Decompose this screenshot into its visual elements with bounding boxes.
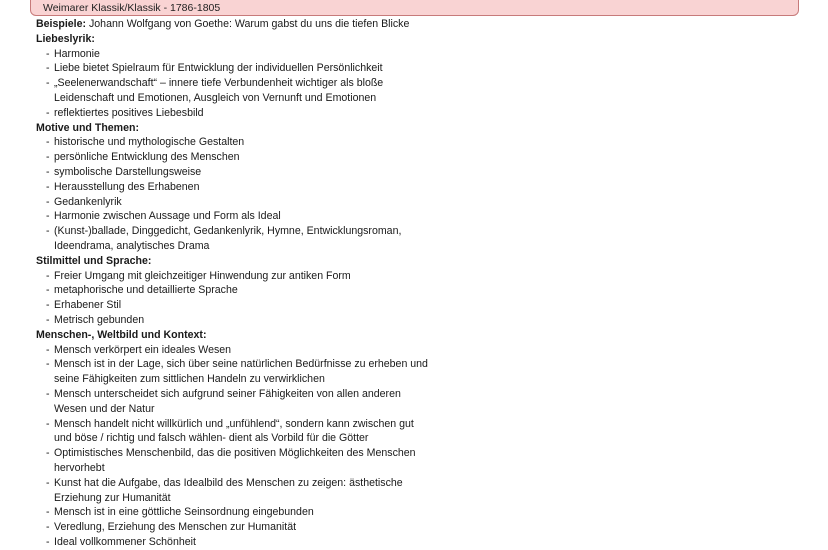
list-item-text: Herausstellung des Erhabenen bbox=[54, 180, 200, 193]
list-item-text: Leidenschaft und Emotionen, Ausgleich von Vernunft und Emotionen bbox=[54, 91, 377, 104]
list-item-continuation bbox=[36, 431, 796, 446]
list-item-text: Wesen und der Natur bbox=[54, 402, 155, 415]
example-line bbox=[36, 17, 796, 32]
list-item-text: Veredlung, Erziehung des Menschen zur Humanität bbox=[54, 521, 297, 534]
list-item-continuation bbox=[36, 461, 796, 476]
bullet-dash: - bbox=[46, 521, 50, 534]
bullet-dash: - bbox=[46, 165, 50, 178]
list-item bbox=[36, 417, 796, 432]
list-item bbox=[36, 47, 796, 62]
list-item-text: Gedankenlyrik bbox=[54, 195, 122, 208]
bullet-dash: - bbox=[46, 180, 50, 193]
bullet-dash: - bbox=[46, 47, 50, 60]
bullet-dash: - bbox=[46, 225, 50, 238]
list-item-text: Metrisch gebunden bbox=[54, 313, 145, 326]
bullet-dash: - bbox=[46, 299, 50, 312]
bullet-dash: - bbox=[46, 506, 50, 519]
list-item bbox=[36, 135, 796, 150]
section-heading: Motive und Themen: bbox=[36, 121, 139, 134]
bullet-dash: - bbox=[46, 358, 50, 371]
list-item bbox=[36, 150, 796, 165]
list-item bbox=[36, 446, 796, 461]
list-item bbox=[36, 357, 796, 372]
document-body bbox=[36, 17, 796, 550]
list-item-text: Erhabener Stil bbox=[54, 299, 122, 312]
list-item-text: Freier Umgang mit gleichzeitiger Hinwendung zur antiken Form bbox=[54, 269, 351, 282]
list-item bbox=[36, 313, 796, 328]
list-item bbox=[36, 520, 796, 535]
list-item-text: und böse / richtig und falsch wählen- dient als Vorbild für die Götter bbox=[54, 432, 369, 445]
list-item-text: Mensch ist in eine göttliche Seinsordnung eingebunden bbox=[54, 506, 314, 519]
list-item bbox=[36, 505, 796, 520]
bullet-dash: - bbox=[46, 151, 50, 164]
list-item-continuation bbox=[36, 402, 796, 417]
list-item-text: Erziehung zur Humanität bbox=[54, 491, 171, 504]
list-item-text: hervorhebt bbox=[54, 461, 105, 474]
list-item-text: Harmonie bbox=[54, 47, 100, 60]
list-item-text: Mensch ist in der Lage, sich über seine natürlichen Bedürfnisse zu erheben und bbox=[54, 358, 428, 371]
bullet-dash: - bbox=[46, 269, 50, 282]
bullet-dash: - bbox=[46, 476, 50, 489]
list-item bbox=[36, 387, 796, 402]
title-banner bbox=[30, 0, 799, 16]
list-item-continuation bbox=[36, 91, 796, 106]
list-item bbox=[36, 535, 796, 550]
list-item bbox=[36, 283, 796, 298]
list-item-text: Mensch handelt nicht willkürlich und „unfühlend“, sondern kann zwischen gut bbox=[54, 417, 414, 430]
list-item bbox=[36, 165, 796, 180]
list-item-text: symbolische Darstellungsweise bbox=[54, 165, 202, 178]
list-item-text: Kunst hat die Aufgabe, das Idealbild des Menschen zu zeigen: ästhetische bbox=[54, 476, 403, 489]
list-item bbox=[36, 476, 796, 491]
bullet-dash: - bbox=[46, 195, 50, 208]
list-item-text: Ideendrama, analytisches Drama bbox=[54, 239, 210, 252]
list-item bbox=[36, 224, 796, 239]
banner-title: Weimarer Klassik/Klassik - 1786-1805 bbox=[43, 2, 221, 14]
list-item-text: Mensch verkörpert ein ideales Wesen bbox=[54, 343, 232, 356]
list-item-text: „Seelenerwandschaft“ – innere tiefe Verbundenheit wichtiger als bloße bbox=[54, 77, 384, 90]
list-item-text: seine Fähigkeiten zum sittlichen Handeln zu verwirklichen bbox=[54, 373, 325, 386]
bullet-dash: - bbox=[46, 535, 50, 548]
bullet-dash: - bbox=[46, 77, 50, 90]
list-item bbox=[36, 209, 796, 224]
list-item-text: reflektiertes positives Liebesbild bbox=[54, 106, 204, 119]
bullet-dash: - bbox=[46, 417, 50, 430]
list-item-text: Optimistisches Menschenbild, das die positiven Möglichkeiten des Menschen bbox=[54, 447, 416, 460]
list-item-text: Ideal vollkommener Schönheit bbox=[54, 535, 196, 548]
list-item-text: Harmonie zwischen Aussage und Form als Ideal bbox=[54, 210, 281, 223]
bullet-dash: - bbox=[46, 210, 50, 223]
list-item-text: Liebe bietet Spielraum für Entwicklung der individuellen Persönlichkeit bbox=[54, 62, 383, 75]
list-item bbox=[36, 195, 796, 210]
list-item bbox=[36, 76, 796, 91]
list-item bbox=[36, 180, 796, 195]
list-item bbox=[36, 61, 796, 76]
bullet-dash: - bbox=[46, 284, 50, 297]
bullet-dash: - bbox=[46, 313, 50, 326]
list-item-continuation bbox=[36, 239, 796, 254]
list-item-text: (Kunst-)ballade, Dinggedicht, Gedankenlyrik, Hymne, Entwicklungsroman, bbox=[54, 225, 402, 238]
example-label: Beispiele: bbox=[36, 18, 87, 30]
section-heading: Stilmittel und Sprache: bbox=[36, 254, 152, 267]
bullet-dash: - bbox=[46, 106, 50, 119]
list-item bbox=[36, 298, 796, 313]
bullet-dash: - bbox=[46, 62, 50, 75]
section-heading: Menschen-, Weltbild und Kontext: bbox=[36, 328, 207, 341]
example-text: Johann Wolfgang von Goethe: Warum gabst du uns die tiefen Blicke bbox=[86, 18, 410, 30]
bullet-dash: - bbox=[46, 136, 50, 149]
list-item bbox=[36, 106, 796, 121]
list-item bbox=[36, 343, 796, 358]
list-item-continuation bbox=[36, 491, 796, 506]
list-item bbox=[36, 269, 796, 284]
list-item-continuation bbox=[36, 372, 796, 387]
section-heading: Liebeslyrik: bbox=[36, 32, 95, 45]
bullet-dash: - bbox=[46, 447, 50, 460]
list-item-text: historische und mythologische Gestalten bbox=[54, 136, 245, 149]
list-item-text: persönliche Entwicklung des Menschen bbox=[54, 151, 240, 164]
list-item-text: metaphorische und detaillierte Sprache bbox=[54, 284, 238, 297]
bullet-dash: - bbox=[46, 387, 50, 400]
bullet-dash: - bbox=[46, 343, 50, 356]
list-item-text: Mensch unterscheidet sich aufgrund seiner Fähigkeiten von allen anderen bbox=[54, 387, 401, 400]
